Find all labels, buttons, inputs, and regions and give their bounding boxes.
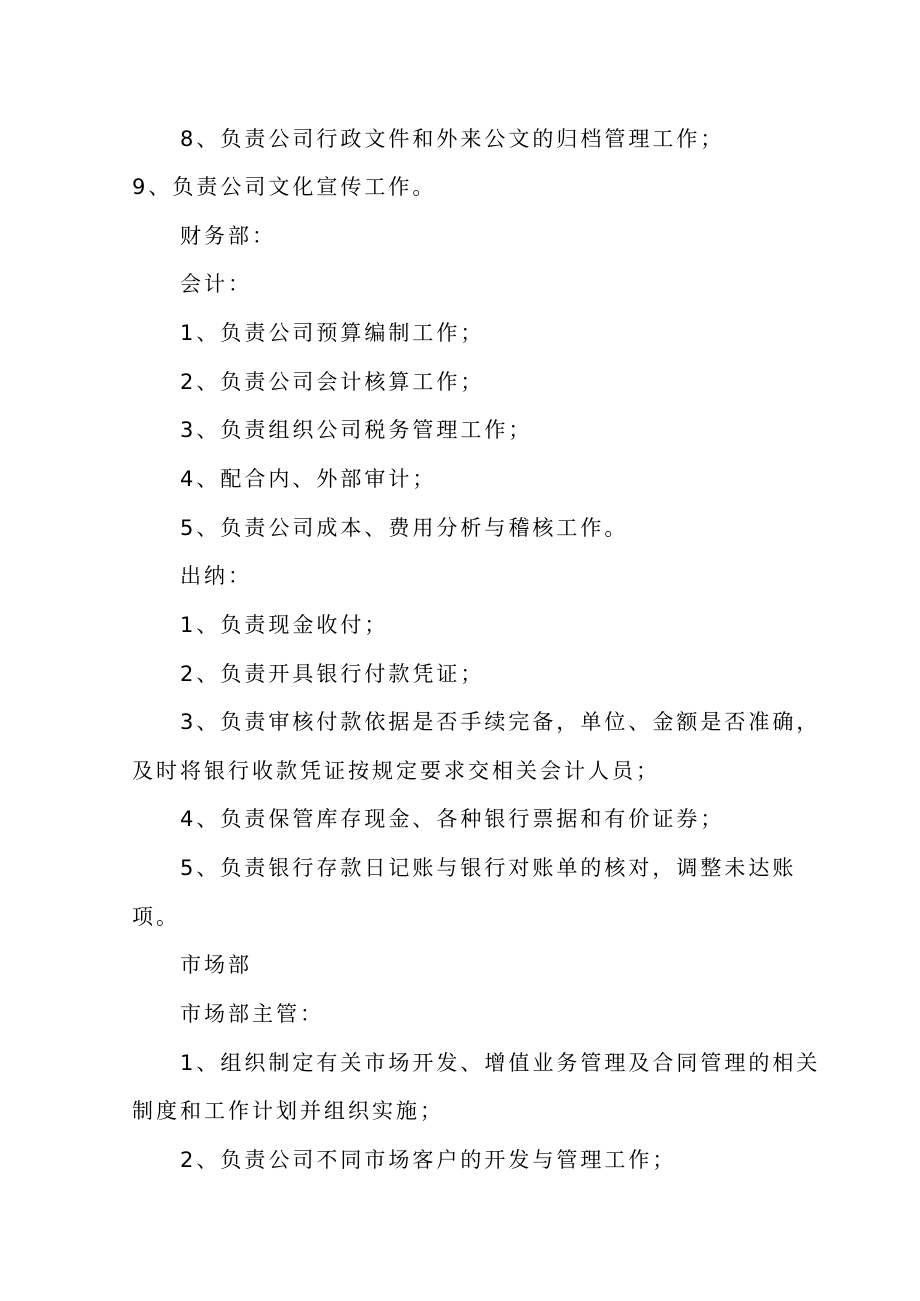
- text-line-accountant-item-1: 1、负责公司预算编制工作；: [180, 321, 485, 345]
- text-line-marketing-item-2: 2、负责公司不同市场客户的开发与管理工作；: [180, 1148, 677, 1172]
- text-line-accountant-item-4: 4、配合内、外部审计；: [180, 467, 437, 491]
- text-line-accountant-item-3: 3、负责组织公司税务管理工作；: [180, 418, 533, 442]
- text-line-accountant-item-5: 5、负责公司成本、费用分析与稽核工作。: [180, 516, 629, 540]
- text-line-cashier-item-3: 3、负责审核付款依据是否手续完备，单位、金额是否准确，: [180, 710, 821, 734]
- text-line-cashier-item-3-cont: 及时将银行收款凭证按规定要求交相关会计人员；: [132, 759, 660, 783]
- text-line-accountant-item-2: 2、负责公司会计核算工作；: [180, 370, 485, 394]
- text-line-marketing-item-1: 1、组织制定有关市场开发、增值业务管理及合同管理的相关: [180, 1051, 821, 1075]
- section-heading-marketing: 市场部: [180, 953, 252, 977]
- text-line-cashier-item-2: 2、负责开具银行付款凭证；: [180, 662, 485, 686]
- role-heading-cashier: 出纳：: [180, 564, 252, 588]
- text-line-cashier-item-4: 4、负责保管库存现金、各种银行票据和有价证券；: [180, 807, 725, 831]
- text-line-admin-item-9: 9、负责公司文化宣传工作。: [132, 175, 437, 199]
- text-line-cashier-item-5-cont: 项。: [132, 905, 180, 929]
- text-line-cashier-item-1: 1、负责现金收付；: [180, 613, 389, 637]
- role-heading-marketing-manager: 市场部主管：: [180, 1002, 324, 1026]
- text-line-cashier-item-5: 5、负责银行存款日记账与银行对账单的核对，调整未达账: [180, 856, 797, 880]
- section-heading-finance: 财务部：: [180, 224, 276, 248]
- text-line-admin-item-8: 8、负责公司行政文件和外来公文的归档管理工作；: [180, 127, 725, 151]
- role-heading-accountant: 会计：: [180, 272, 252, 296]
- text-line-marketing-item-1-cont: 制度和工作计划并组织实施；: [132, 1099, 444, 1123]
